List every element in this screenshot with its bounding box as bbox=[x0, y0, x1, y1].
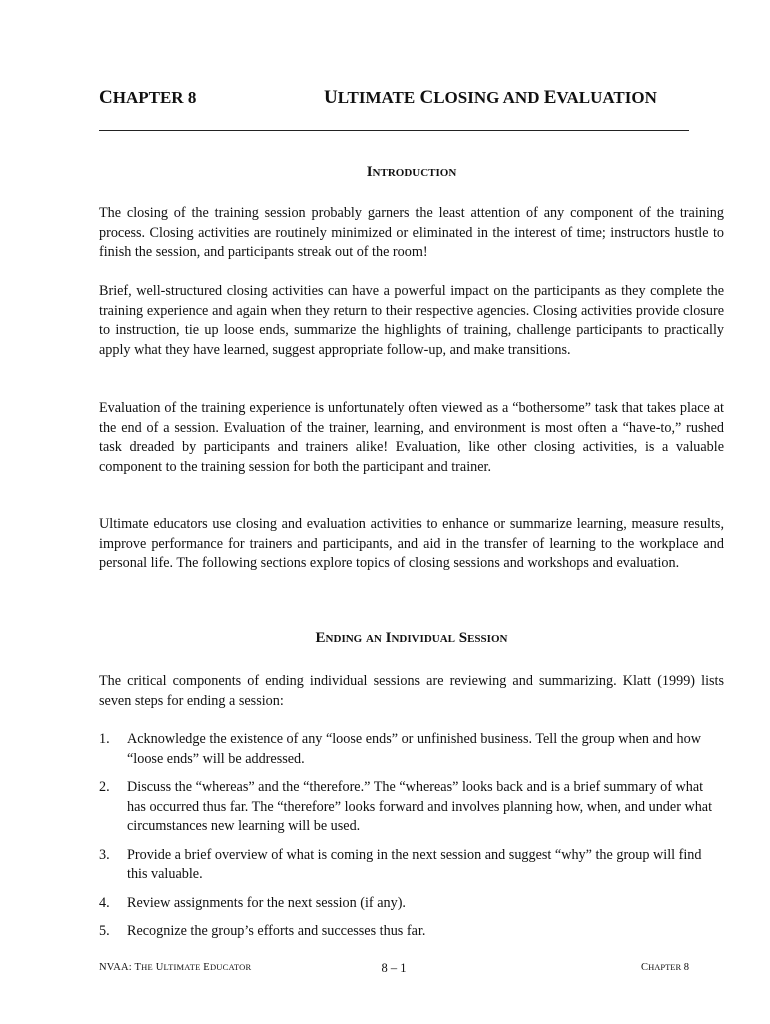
intro-paragraph-3: Evaluation of the training experience is unfortunately often viewed as a “bothersome” task that takes place at the end of a session. Evaluation of the trainer, learning, and environment is most often a “have-to,” rushed task dreaded by participants and trainers alike! Evaluation, like other closing activities, is a valuable component to the training session for both the participant and trainer. bbox=[99, 400, 724, 475]
section-heading-ending-session: Ending an Individual Session bbox=[315, 630, 508, 646]
intro-paragraph-1: The closing of the training session probably garners the least attention of any component of the training process. Closing activities are routinely minimized or eliminated in the interest of time; instructors hustle to finish the session, and participants streak out of the room! bbox=[99, 205, 724, 260]
steps-list bbox=[99, 730, 719, 951]
step-number: 3. bbox=[99, 846, 110, 863]
page-footer bbox=[99, 962, 689, 978]
step-text: Discuss the “whereas” and the “therefore.” The “whereas” looks back and is a brief summary of what has occurred thus far. The “therefore” looks forward and involves planning how, when, and under what circumstances new learning will be used. bbox=[127, 779, 713, 834]
header-rule bbox=[99, 130, 689, 131]
list-item bbox=[99, 894, 719, 914]
step-number: 4. bbox=[99, 894, 110, 911]
ending-session-intro: The critical components of ending individual sessions are reviewing and summarizing. Klatt (1999) lists seven steps for ending a session: bbox=[99, 673, 724, 709]
section-heading-introduction: Introduction bbox=[366, 164, 457, 180]
step-text: Provide a brief overview of what is coming in the next session and suggest “why” the group will find this valuable. bbox=[127, 846, 702, 882]
step-number: 5. bbox=[99, 923, 110, 939]
list-item bbox=[99, 846, 719, 885]
chapter-label: CHAPTER 8 bbox=[99, 87, 197, 108]
list-item bbox=[99, 730, 719, 769]
step-text: Recognize the group’s efforts and successes thus far. bbox=[127, 923, 426, 939]
intro-paragraph-4: Ultimate educators use closing and evaluation activities to enhance or summarize learning, measure results, improve performance for trainers and participants, and aid in the transfer of learning to the workplace and personal life. The following sections explore topics of closing sessions and workshops and evaluation. bbox=[99, 516, 724, 571]
step-number: 1. bbox=[99, 731, 110, 747]
chapter-title: ULTIMATE CLOSING AND EVALUATION bbox=[324, 87, 657, 108]
page-number: 8 – 1 bbox=[381, 961, 407, 975]
list-item bbox=[99, 778, 719, 837]
step-number: 2. bbox=[99, 779, 110, 795]
step-text: Acknowledge the existence of any “loose ends” or unfinished business. Tell the group when and how “loose ends” will be addressed. bbox=[127, 731, 701, 767]
chapter-header bbox=[99, 87, 689, 117]
step-text: Review assignments for the next session (if any). bbox=[127, 894, 406, 911]
intro-paragraph-2: Brief, well-structured closing activities can have a powerful impact on the participants as they complete the training experience and again when they return to their respective agencies. Closing activities provide closure to instruction, tie up loose ends, summarize the highlights of training, challenge participants to practically apply what they have learned, suggest appropriate follow-up, and make transitions. bbox=[99, 283, 724, 358]
list-item bbox=[99, 922, 719, 942]
footer-publication-title: NVAA: THE ULTIMATE EDUCATOR bbox=[99, 962, 252, 973]
footer-chapter: CHAPTER 8 bbox=[641, 962, 689, 973]
